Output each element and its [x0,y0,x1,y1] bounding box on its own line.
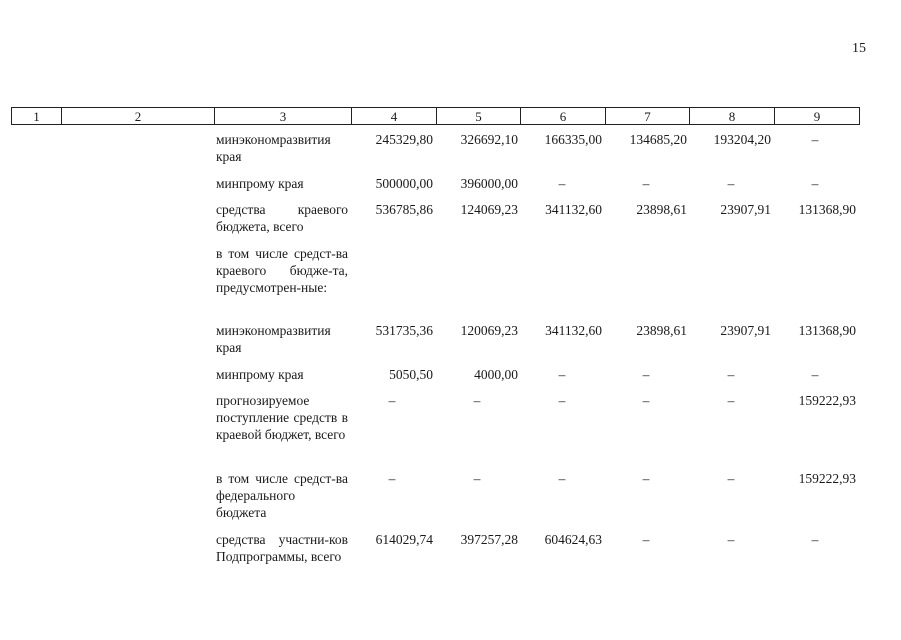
cell-col-9: 131368,90 [798,323,856,338]
cell-col-5: 120069,23 [460,323,518,338]
cell-col-8: – [727,367,735,382]
cell-col-6: 604624,63 [544,532,602,547]
cell-col-6: – [558,176,566,191]
row-label: минэкономразвития края [216,323,331,355]
cell-col-6: – [558,471,566,486]
header-col-8: 8 [690,108,775,125]
cell-col-5: 326692,10 [460,132,518,147]
cell-col-7: 134685,20 [629,132,687,147]
cell-col-5: 396000,00 [460,176,518,191]
header-col-7: 7 [606,108,690,125]
row-label: прогнозируемое поступление средств в краевой бюджет, всего [216,393,348,442]
cell-col-9: 159222,93 [798,471,856,486]
cell-col-5: 397257,28 [460,532,518,547]
cell-col-6: 341132,60 [545,202,602,217]
row-label: минпрому края [216,367,304,382]
cell-col-8: 23907,91 [720,323,771,338]
cell-col-7: 23898,61 [636,323,687,338]
cell-col-5: 124069,23 [460,202,518,217]
cell-col-9: – [811,176,819,191]
cell-col-7: – [642,367,650,382]
cell-col-4: 536785,86 [375,202,433,217]
cell-col-4: 531735,36 [375,323,433,338]
header-col-9: 9 [775,108,860,125]
cell-col-6: 341132,60 [545,323,602,338]
cell-col-7: 23898,61 [636,202,687,217]
cell-col-9: 159222,93 [798,393,856,408]
row-label: средства краевого бюджета, всего [216,202,348,234]
row-label: в том числе средст-ва федерального бюджета [216,471,348,520]
header-col-6: 6 [521,108,606,125]
cell-col-4: 614029,74 [375,532,433,547]
row-label: минэкономразвития края [216,132,331,164]
header-col-2: 2 [62,108,215,125]
cell-col-7: – [642,176,650,191]
header-col-5: 5 [437,108,521,125]
cell-col-5: – [473,393,481,408]
cell-col-4: 245329,80 [375,132,433,147]
page-number: 15 [852,41,866,56]
cell-col-4: 5050,50 [389,367,433,382]
cell-col-5: – [473,471,481,486]
header-col-3: 3 [215,108,352,125]
cell-col-7: – [642,393,650,408]
cell-col-9: – [811,532,819,547]
header-col-4: 4 [352,108,437,125]
cell-col-6: 166335,00 [544,132,602,147]
cell-col-6: – [558,393,566,408]
row-label: средства участни-ков Подпрограммы, всего [216,532,348,564]
cell-col-8: – [727,532,735,547]
cell-col-8: – [727,393,735,408]
header-col-1: 1 [12,108,62,125]
cell-col-8: – [727,471,735,486]
cell-col-4: – [388,393,396,408]
cell-col-8: – [727,176,735,191]
cell-col-9: – [811,367,819,382]
row-label: минпрому края [216,176,304,191]
cell-col-7: – [642,532,650,547]
cell-col-8: 23907,91 [720,202,771,217]
cell-col-4: 500000,00 [375,176,433,191]
cell-col-7: – [642,471,650,486]
cell-col-6: – [558,367,566,382]
cell-col-4: – [388,471,396,486]
row-label: в том числе средст-ва краевого бюдже-та, предусмотрен-ные: [216,246,348,295]
cell-col-9: – [811,132,819,147]
column-number-header [11,107,860,125]
cell-col-8: 193204,20 [713,132,771,147]
header-row [12,108,860,125]
cell-col-5: 4000,00 [474,367,518,382]
cell-col-9: 131368,90 [798,202,856,217]
